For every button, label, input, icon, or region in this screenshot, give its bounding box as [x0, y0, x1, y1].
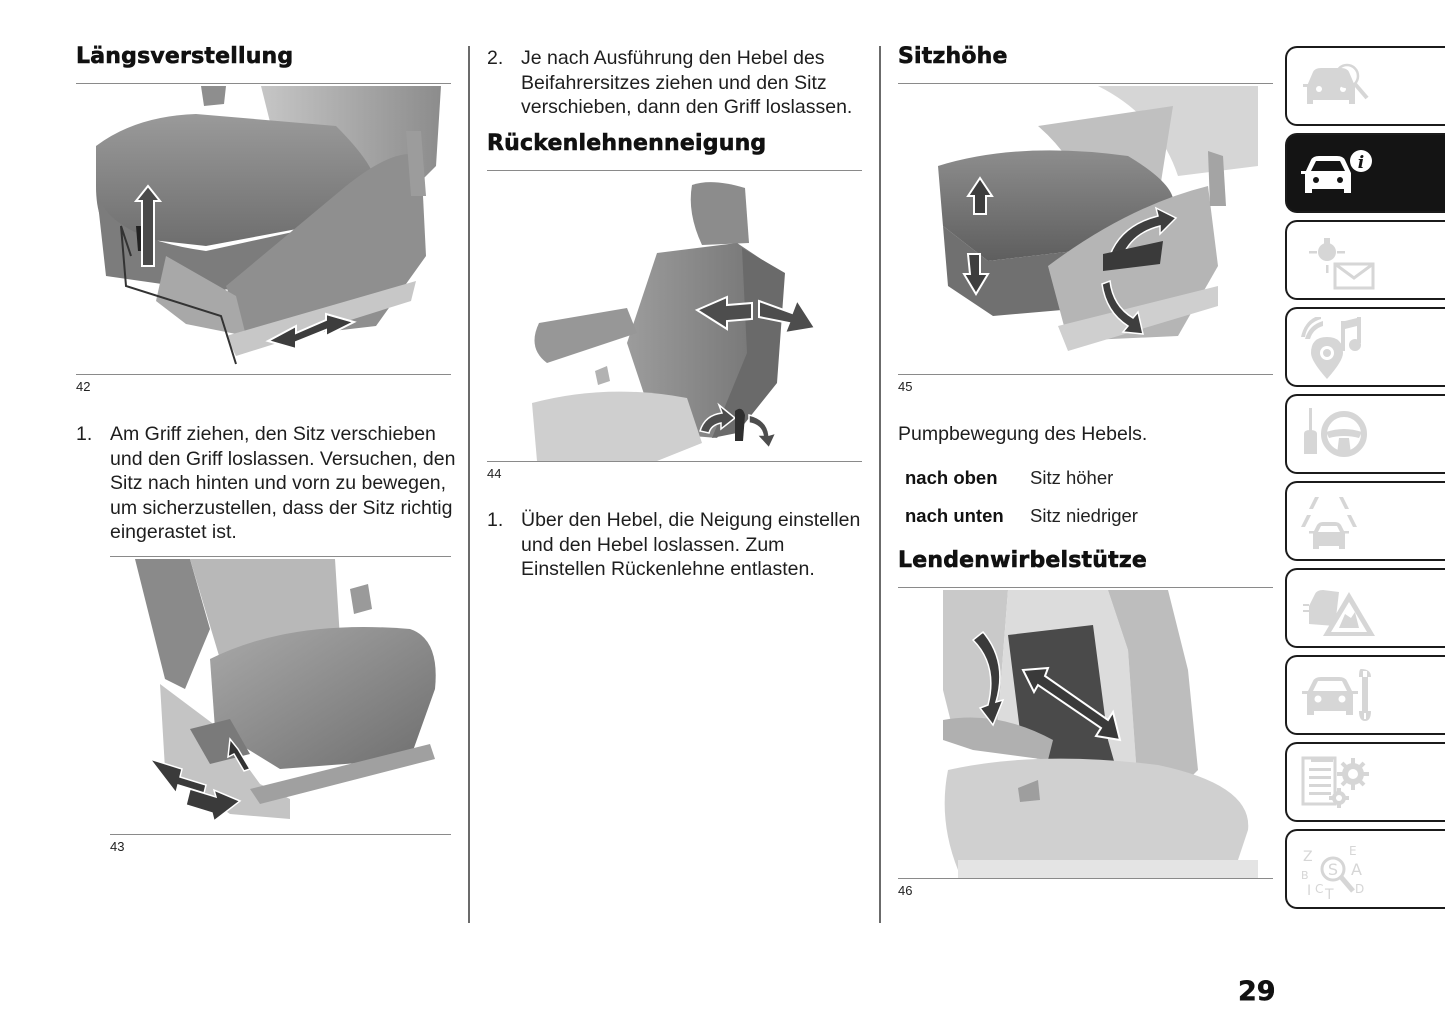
index-letter: A — [1351, 860, 1362, 879]
tab-emergency[interactable] — [1285, 568, 1445, 648]
svg-text:i: i — [1357, 153, 1365, 173]
figure-divider — [487, 461, 862, 462]
car-search-icon — [1299, 56, 1379, 118]
step-text: Je nach Ausführung den Hebel des Beifahrersitzes ziehen und den Sitz verschieben, dann den Griff loslassen. — [521, 47, 853, 119]
heading-divider — [76, 83, 451, 84]
alphabetical-index-search-icon — [1299, 839, 1379, 901]
definition-description: Sitz niedriger — [1030, 505, 1138, 526]
step-text: Über den Hebel, die Neigung einstellen und den Hebel loslassen. Zum Einstellen Rückenlehne entlasten. — [521, 509, 861, 581]
step-text: Am Griff ziehen, den Sitz verschieben und den Griff loslassen. Versuchen, den Sitz nach hinten und vorn zu bewegen, um sicherzustellen, dass der Sitz richtig eingerastet ist. — [110, 423, 456, 544]
figure-divider — [898, 878, 1273, 879]
index-letter: T — [1325, 887, 1334, 901]
step-number: 1. — [487, 509, 504, 531]
heading-divider — [487, 170, 862, 171]
page-number: 29 — [1238, 976, 1276, 1007]
definition-row — [905, 505, 1138, 527]
step-number: 1. — [76, 423, 93, 445]
step-list — [487, 508, 867, 582]
index-letter: E — [1349, 844, 1357, 858]
tab-multimedia[interactable] — [1285, 307, 1445, 387]
section-heading-rueckenlehnenneigung: Rückenlehnenneigung — [487, 131, 767, 156]
definition-term: nach unten — [905, 505, 1004, 526]
column-divider — [468, 46, 470, 923]
car-lane-assist-icon — [1299, 491, 1379, 553]
figure-number-43: 43 — [110, 839, 125, 854]
tab-safety-lane[interactable] — [1285, 481, 1445, 561]
multimedia-location-music-icon — [1299, 317, 1379, 379]
definition-term: nach oben — [905, 467, 998, 488]
key-steering-wheel-icon — [1299, 404, 1379, 466]
step-item — [76, 422, 456, 545]
technical-data-gears-icon — [1299, 752, 1379, 814]
figure-divider — [110, 834, 451, 835]
intro-text: Pumpbewegung des Hebels. — [898, 423, 1148, 445]
tab-car-search[interactable] — [1285, 46, 1445, 126]
index-letter: Z — [1303, 849, 1313, 865]
figure-number-44: 44 — [487, 466, 502, 481]
section-heading-lendenwirbelstuetze: Lendenwirbelstütze — [898, 548, 1147, 573]
step-list-top — [487, 46, 867, 120]
figure-number-45: 45 — [898, 379, 913, 394]
figure-divider — [110, 556, 451, 557]
column-divider — [879, 46, 881, 923]
figure-divider — [898, 374, 1273, 375]
tab-technical-data[interactable] — [1285, 742, 1445, 822]
tab-starting-driving[interactable] — [1285, 394, 1445, 474]
figure-46-image — [898, 590, 1273, 878]
figure-number-42: 42 — [76, 379, 91, 394]
heading-divider — [898, 83, 1273, 84]
tab-warning-lights-messages[interactable] — [1285, 220, 1445, 300]
step-list — [76, 422, 456, 545]
step-number: 2. — [487, 47, 504, 69]
section-heading-sitzhoehe: Sitzhöhe — [898, 44, 1008, 69]
tab-car-info[interactable] — [1285, 133, 1445, 213]
figure-42-image — [76, 86, 451, 374]
warning-light-message-icon — [1299, 230, 1379, 292]
figure-44-image — [487, 173, 862, 461]
figure-45-image — [898, 86, 1273, 374]
figure-number-46: 46 — [898, 883, 913, 898]
car-emergency-warning-icon — [1299, 578, 1379, 640]
tab-alphabetical-index[interactable] — [1285, 829, 1445, 909]
car-maintenance-wrench-icon — [1299, 665, 1379, 727]
tab-maintenance[interactable] — [1285, 655, 1445, 735]
figure-divider — [76, 374, 451, 375]
index-letter: C — [1315, 882, 1324, 896]
step-item — [487, 46, 867, 120]
svg-text:S: S — [1327, 860, 1339, 879]
index-letter: I — [1307, 883, 1312, 899]
step-item — [487, 508, 867, 582]
index-letter: B — [1301, 869, 1309, 882]
car-info-icon — [1299, 143, 1379, 205]
figure-43-image — [110, 559, 451, 834]
definition-row — [905, 467, 1113, 489]
index-letter: D — [1355, 882, 1365, 896]
heading-divider — [898, 587, 1273, 588]
definition-description: Sitz höher — [1030, 467, 1114, 488]
section-heading-laengsverstellung: Längsverstellung — [76, 44, 294, 69]
